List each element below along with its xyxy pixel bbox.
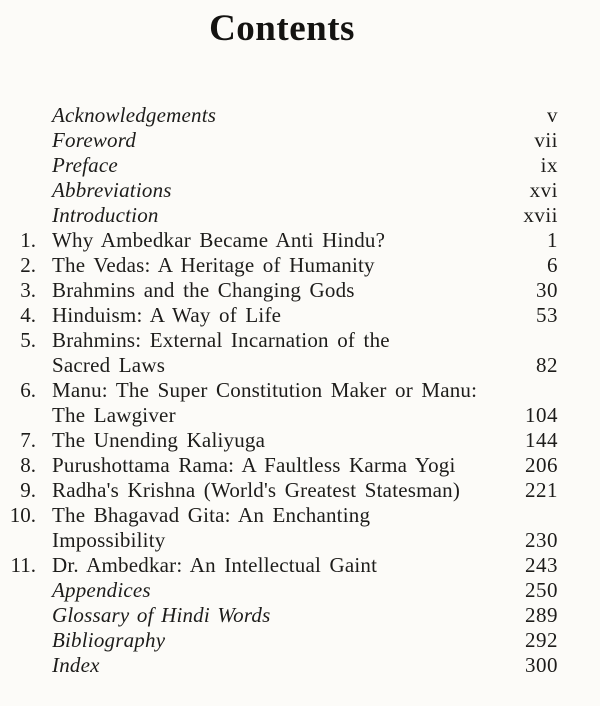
entry-page-number: xvii	[523, 203, 558, 227]
entry-title: Appendices	[52, 578, 151, 602]
chapter-list	[6, 228, 558, 578]
toc-line	[6, 503, 558, 528]
page-title: Contents	[209, 8, 355, 49]
toc-line	[6, 528, 558, 553]
chapter-number: 4.	[20, 303, 36, 327]
entry-title: Bibliography	[52, 628, 166, 652]
entry-title: Preface	[52, 153, 118, 177]
chapter-number: 2.	[20, 253, 36, 277]
entry-page-number: 289	[525, 603, 558, 627]
entry-title: Manu: The Super Constitution Maker or Manu:	[52, 378, 478, 402]
entry-page-number: 292	[525, 628, 558, 652]
entry-title: The Bhagavad Gita: An Enchanting	[52, 503, 371, 527]
chapter-number: 6.	[20, 378, 36, 402]
entry-page-number: v	[547, 103, 558, 127]
toc-line	[6, 603, 558, 628]
chapter-number: 10.	[9, 503, 36, 527]
entry-title: The Vedas: A Heritage of Humanity	[52, 253, 375, 277]
entry-page-number: 243	[525, 553, 558, 577]
toc-line	[6, 103, 558, 128]
entry-page-number: 53	[536, 303, 558, 327]
toc-line	[6, 328, 558, 353]
entry-title: Introduction	[52, 203, 159, 227]
toc-line	[6, 453, 558, 478]
toc-line	[6, 353, 558, 378]
chapter-number: 5.	[20, 328, 36, 352]
entry-title: The Lawgiver	[52, 403, 176, 427]
entry-page-number: 300	[525, 653, 558, 677]
entry-page-number: vii	[534, 128, 558, 152]
entry-page-number: 30	[536, 278, 558, 302]
entry-title: Radha's Krishna (World's Greatest Statesman)	[52, 478, 461, 502]
entry-page-number: 104	[525, 403, 558, 427]
toc-line	[6, 228, 558, 253]
entry-title: Brahmins: External Incarnation of the	[52, 328, 390, 352]
entry-page-number: 206	[525, 453, 558, 477]
toc-line	[6, 403, 558, 428]
back-matter-list	[6, 578, 558, 678]
entry-title: Index	[52, 653, 100, 677]
toc-line	[6, 578, 558, 603]
toc-line	[6, 178, 558, 203]
entry-title: Glossary of Hindi Words	[52, 603, 271, 627]
toc-line	[6, 378, 558, 403]
toc-line	[6, 428, 558, 453]
chapter-number: 8.	[20, 453, 36, 477]
toc-line	[6, 303, 558, 328]
front-matter-list	[6, 103, 558, 228]
entry-page-number: 1	[547, 228, 558, 252]
entry-page-number: ix	[540, 153, 558, 177]
entry-page-number: 221	[525, 478, 558, 502]
entry-page-number: 230	[525, 528, 558, 552]
entry-page-number: 144	[525, 428, 558, 452]
entry-title: Abbreviations	[52, 178, 172, 202]
entry-title: Brahmins and the Changing Gods	[52, 278, 355, 302]
entry-title: Dr. Ambedkar: An Intellectual Gaint	[52, 553, 378, 577]
toc-line	[6, 628, 558, 653]
toc-line	[6, 253, 558, 278]
toc-line	[6, 128, 558, 153]
chapter-number: 9.	[20, 478, 36, 502]
chapter-number: 3.	[20, 278, 36, 302]
entry-title: Purushottama Rama: A Faultless Karma Yogi	[52, 453, 456, 477]
chapter-number: 1.	[20, 228, 36, 252]
entry-title: Why Ambedkar Became Anti Hindu?	[52, 228, 386, 252]
toc-line	[6, 278, 558, 303]
entry-title: Impossibility	[52, 528, 166, 552]
entry-page-number: 6	[547, 253, 558, 277]
toc-line	[6, 478, 558, 503]
entry-title: Acknowledgements	[52, 103, 217, 127]
entry-title: The Unending Kaliyuga	[52, 428, 266, 452]
toc-line	[6, 153, 558, 178]
toc-line	[6, 553, 558, 578]
entry-title: Foreword	[52, 128, 137, 152]
entry-page-number: xvi	[529, 178, 558, 202]
toc-line	[6, 653, 558, 678]
chapter-number: 11.	[10, 553, 36, 577]
entry-title: Sacred Laws	[52, 353, 166, 377]
chapter-number: 7.	[20, 428, 36, 452]
entry-title: Hinduism: A Way of Life	[52, 303, 282, 327]
toc-line	[6, 203, 558, 228]
entry-page-number: 82	[536, 353, 558, 377]
entry-page-number: 250	[525, 578, 558, 602]
